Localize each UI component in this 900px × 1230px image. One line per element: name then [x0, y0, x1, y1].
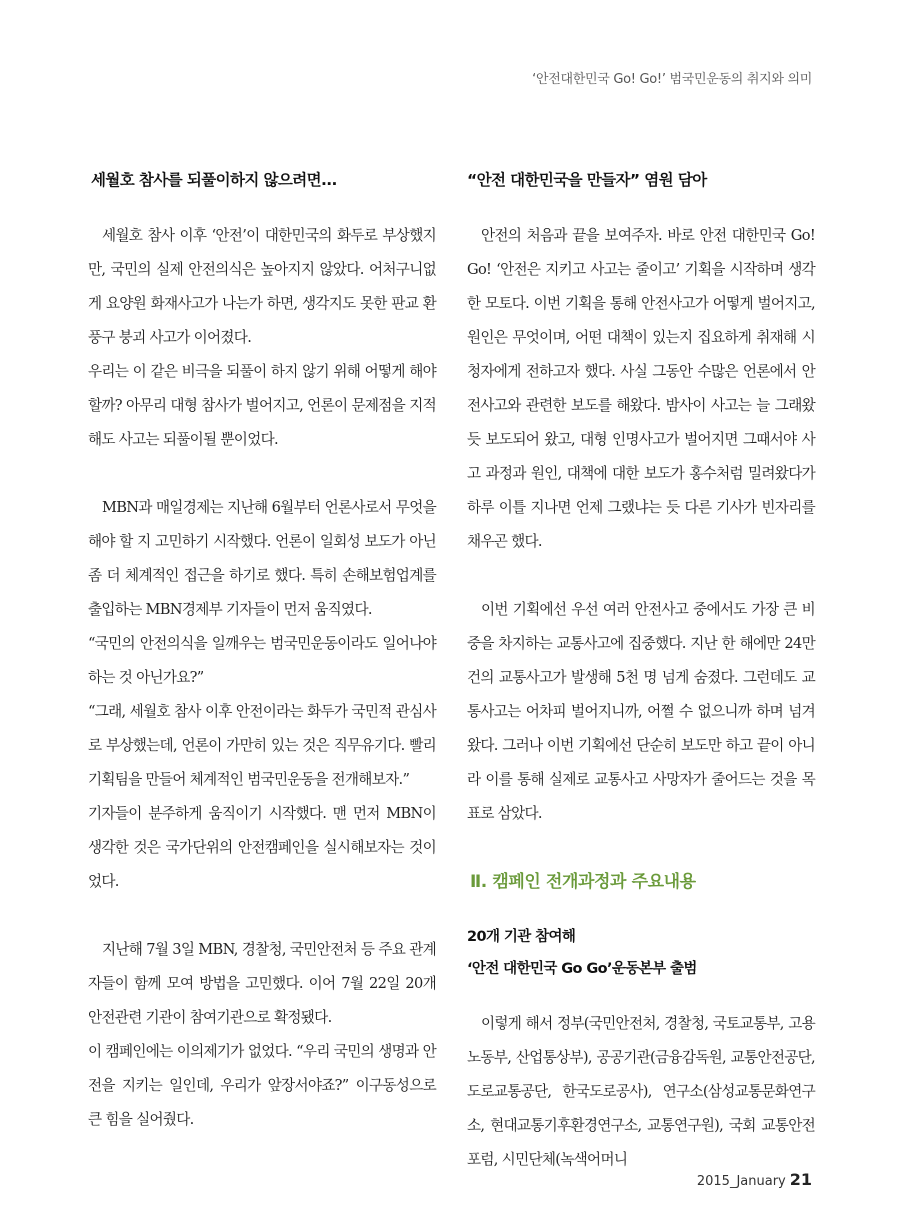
- page-number: 21: [789, 1170, 812, 1189]
- left-paragraph-4: “국민의 안전의식을 일깨우는 범국민운동이라도 일어나야 하는 것 아닌가요?”: [88, 635, 436, 686]
- left-column: [88, 168, 436, 1137]
- right-heading: “안전 대한민국을 만들자” 염원 담아: [467, 171, 707, 189]
- right-paragraph-2: 이번 기획에선 우선 여러 안전사고 중에서도 가장 큰 비중을 차지하는 교통사고에 집중했다. 지난 한 해에만 24만 건의 교통사고가 발생해 5천 명 넘게 숨졌다. 그런데도 교통사고는 어차피 벌어지니까, 어쩔 수 없으니까 하며 넘겨왔다. 그러나 이번 기획에선 단순히 보도만 하고 끝이 아니라 이를 통해 실제로 교통사고 사망자가 줄어드는 것을 목표로 삼았다.: [467, 601, 815, 822]
- subhead-line-2: ‘안전 대한민국 Go Go’운동본부 출범: [467, 961, 697, 977]
- left-paragraph-3: MBN과 매일경제는 지난해 6월부터 언론사로서 무엇을 해야 할 지 고민하기 시작했다. 언론이 일회성 보도가 아닌 좀 더 체계적인 접근을 하기로 했다. 특히 손해보험업계를 출입하는 MBN경제부 기자들이 먼저 움직였다.: [88, 499, 436, 618]
- left-paragraph-6: 기자들이 분주하게 움직이기 시작했다. 맨 먼저 MBN이 생각한 것은 국가단위의 안전캠페인을 실시해보자는 것이었다.: [88, 805, 436, 890]
- running-header: ‘안전대한민국 Go! Go!’ 범국민운동의 취지와 의미: [532, 72, 812, 87]
- left-paragraph-1: 세월호 참사 이후 ‘안전’이 대한민국의 화두로 부상했지만, 국민의 실제 안전의식은 높아지지 않았다. 어처구니없게 요양원 화재사고가 나는가 하면, 생각지도 못한 판교 환풍구 붕괴 사고가 이어졌다.: [88, 227, 436, 346]
- subhead-line-1: 20개 기관 참여해: [467, 929, 576, 945]
- section-title: Ⅱ. 캠페인 전개과정과 주요내용: [470, 872, 696, 892]
- issue-label: 2015_January: [696, 1174, 786, 1189]
- right-column: [467, 168, 815, 1177]
- right-paragraph-3: 이렇게 해서 정부(국민안전처, 경찰청, 국토교통부, 고용노동부, 산업통상부), 공공기관(금융감독원, 교통안전공단, 도로교통공단, 한국도로공사), 연구소(삼성교통문화연구소, 현대교통기후환경연구소, 교통연구원), 국회 교통안전포럼, 시민단체(녹색어머니: [467, 1015, 815, 1168]
- left-paragraph-7: 지난해 7월 3일 MBN, 경찰청, 국민안전처 등 주요 관계자들이 함께 모여 방법을 고민했다. 이어 7월 22일 20개 안전관련 기관이 참여기관으로 확정됐다.: [88, 941, 436, 1026]
- left-heading: 세월호 참사를 되풀이하지 않으려면...: [91, 171, 337, 189]
- left-paragraph-8: 이 캠페인에는 이의제기가 없었다. “우리 국민의 생명과 안전을 지키는 일인데, 우리가 앞장서야죠?” 이구동성으로 큰 힘을 실어줬다.: [88, 1043, 436, 1128]
- page-footer: [697, 1170, 812, 1189]
- left-paragraph-5: “그래, 세월호 참사 이후 안전이라는 화두가 국민적 관심사로 부상했는데, 언론이 가만히 있는 것은 직무유기다. 빨리 기획팀을 만들어 체계적인 범국민운동을 전개해보자.”: [88, 703, 436, 788]
- left-paragraph-2: 우리는 이 같은 비극을 되풀이 하지 않기 위해 어떻게 해야 할까? 아무리 대형 참사가 벌어지고, 언론이 문제점을 지적해도 사고는 되풀이될 뿐이었다.: [88, 363, 436, 448]
- right-paragraph-1: 안전의 처음과 끝을 보여주자. 바로 안전 대한민국 Go! Go! ‘안전은 지키고 사고는 줄이고’ 기획을 시작하며 생각한 모토다. 이번 기획을 통해 안전사고가 어떻게 벌어지고, 원인은 무엇이며, 어떤 대책이 있는지 집요하게 취재해 시청자에게 전하고자 했다. 사실 그동안 수많은 언론에서 안전사고와 관련한 보도를 해왔다. 밤사이 사고는 늘 그래왔듯 보도되어 왔고, 대형 인명사고가 벌어지면 그때서야 사고 과정과 원인, 대책에 대한 보도가 홍수처럼 밀려왔다가 하루 이틀 지나면 언제 그랬냐는 듯 다른 기사가 빈자리를 채우곤 했다.: [467, 227, 815, 550]
